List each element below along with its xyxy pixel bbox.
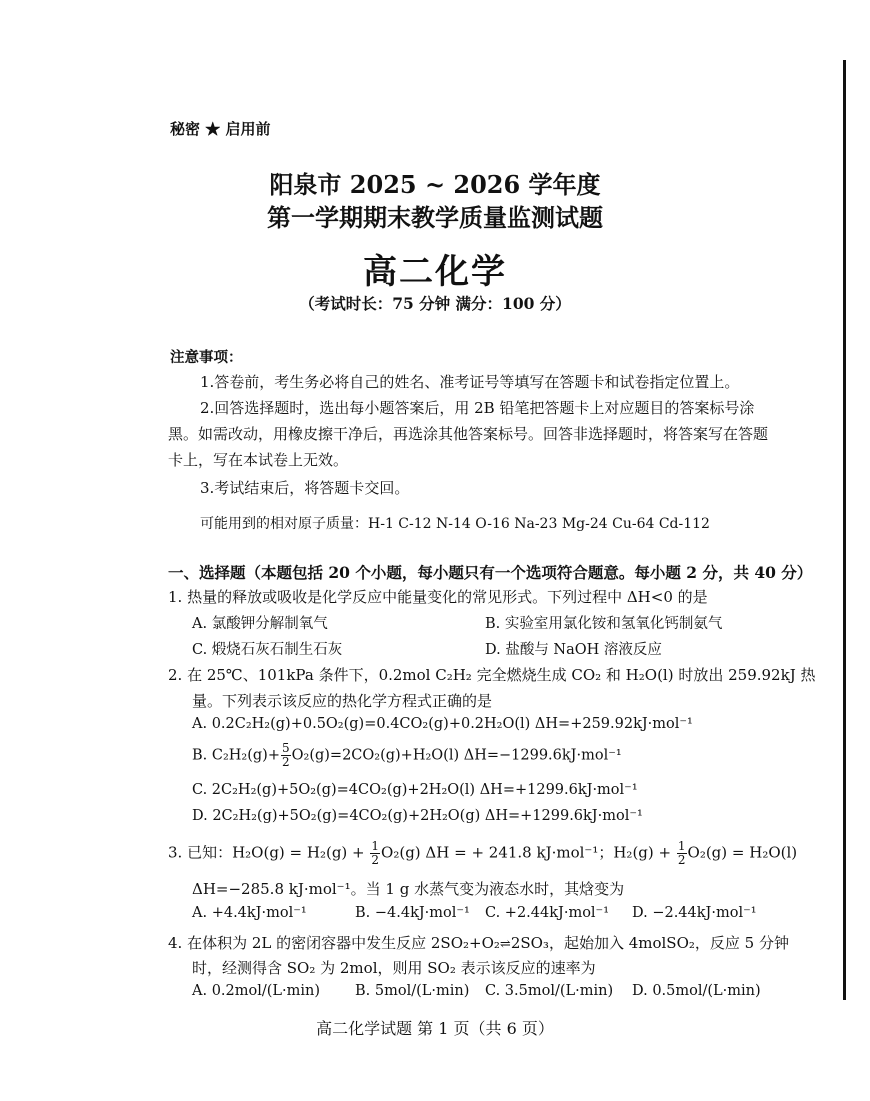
q3-option-c: C. +2.44kJ·mol⁻¹ xyxy=(485,905,610,921)
atomic-masses: 可能用到的相对原子质量：H-1 C-12 N-14 O-16 Na-23 Mg-24 Cu-64 Cd-112 xyxy=(200,516,710,532)
notice-item-2-line3: 卡上，写在本试卷上无效。 xyxy=(168,451,349,469)
page-footer: 高二化学试题 第 1 页（共 6 页） xyxy=(316,1019,554,1038)
equilibrium-arrow-icon: ⇌ xyxy=(499,937,511,952)
notice-title: 注意事项： xyxy=(170,349,243,366)
exam-time-info: （考试时长：75 分钟 满分：100 分） xyxy=(299,294,571,313)
exam-title-line1: 阳泉市 2025 ~ 2026 学年度 xyxy=(269,170,601,199)
q2-stem-line2: 量。下列表示该反应的热化学方程式正确的是 xyxy=(192,692,493,710)
q4-option-d: D. 0.5mol/(L·min) xyxy=(632,983,761,999)
q4-option-b: B. 5mol/(L·min) xyxy=(355,983,470,999)
q2-fraction: $\frac{5}{2}$ xyxy=(281,741,290,769)
q3-option-d: D. −2.44kJ·mol⁻¹ xyxy=(632,905,757,921)
q2-option-d: D. 2C₂H₂(g)+5O₂(g)=4CO₂(g)+2H₂O(g) ΔH=+1299.6kJ·mol⁻¹ xyxy=(192,808,643,824)
q2-option-a: A. 0.2C₂H₂(g)+0.5O₂(g)=0.4CO₂(g)+0.2H₂O(l) ΔH=+259.92kJ·mol⁻¹ xyxy=(192,716,693,732)
exam-title-line2: 第一学期期末教学质量监测试题 xyxy=(267,203,603,232)
q4-stem-line2: 时，经测得含 SO₂ 为 2mol，则用 SO₂ 表示该反应的速率为 xyxy=(192,959,596,977)
q4-stem-line1: 4. 在体积为 2L 的密闭容器中发生反应 2SO₂+O₂⇌2SO₃，起始加入 4molSO₂，反应 5 分钟 xyxy=(168,934,789,952)
notice-item-1: 1.答卷前，考生务必将自己的姓名、准考证号等填写在答题卡和试卷指定位置上。 xyxy=(200,373,740,391)
q3-fraction-1: $\frac{1}{2}$ xyxy=(371,839,380,867)
q1-option-d: D. 盐酸与 NaOH 溶液反应 xyxy=(485,642,662,658)
q1-option-a: A. 氯酸钾分解制氧气 xyxy=(192,616,328,632)
q1-stem: 1. 热量的释放或吸收是化学反应中能量变化的常见形式。下列过程中 ΔH<0 的是 xyxy=(168,588,708,606)
q3-option-b: B. −4.4kJ·mol⁻¹ xyxy=(355,905,470,921)
q2-option-b-post: O₂(g)=2CO₂(g)+H₂O(l) ΔH=−1299.6kJ·mol⁻¹ xyxy=(291,747,622,764)
section-1-title: 一、选择题（本题包括 20 个小题，每小题只有一个选项符合题意。每小题 2 分，共 40 分） xyxy=(168,563,813,582)
q3-fraction-2: $\frac{1}{2}$ xyxy=(677,839,686,867)
q4-option-c: C. 3.5mol/(L·min) xyxy=(485,983,614,999)
notice-item-3: 3.考试结束后，将答题卡交回。 xyxy=(200,479,410,497)
q2-option-b xyxy=(192,742,622,769)
q1-option-c: C. 煅烧石灰石制生石灰 xyxy=(192,642,343,658)
q2-option-c: C. 2C₂H₂(g)+5O₂(g)=4CO₂(g)+2H₂O(l) ΔH=+1299.6kJ·mol⁻¹ xyxy=(192,782,638,798)
q4-option-a: A. 0.2mol/(L·min) xyxy=(192,983,321,999)
subject-title: 高二化学 xyxy=(363,252,507,292)
q1-option-b: B. 实验室用氯化铵和氢氧化钙制氨气 xyxy=(485,616,723,632)
q3-stem-line2: ΔH=−285.8 kJ·mol⁻¹。当 1 g 水蒸气变为液态水时，其焓变为 xyxy=(192,880,625,898)
q2-option-b-pre: B. C₂H₂(g)+ xyxy=(192,747,280,764)
q3-stem-line1: 3. 已知：H₂O(g) = H₂(g) + $\frac{1}{2}$ O₂(g) ΔH = + 241.8 kJ·mol⁻¹；H₂(g) + $\frac{1}{2}$ O₂(g) = H₂O(l) xyxy=(168,839,798,867)
notice-item-2-line1: 2.回答选择题时，选出每小题答案后，用 2B 铅笔把答题卡上对应题目的答案标号涂 xyxy=(200,399,755,417)
notice-item-2-line2: 黑。如需改动，用橡皮擦干净后，再选涂其他答案标号。回答非选择题时，将答案写在答题 xyxy=(168,425,769,443)
q2-stem-line1: 2. 在 25℃、101kPa 条件下，0.2mol C₂H₂ 完全燃烧生成 CO₂ 和 H₂O(l) 时放出 259.92kJ 热 xyxy=(168,666,816,684)
secret-label: 秘密 ★ 启用前 xyxy=(170,120,271,138)
q3-option-a: A. +4.4kJ·mol⁻¹ xyxy=(192,905,307,921)
